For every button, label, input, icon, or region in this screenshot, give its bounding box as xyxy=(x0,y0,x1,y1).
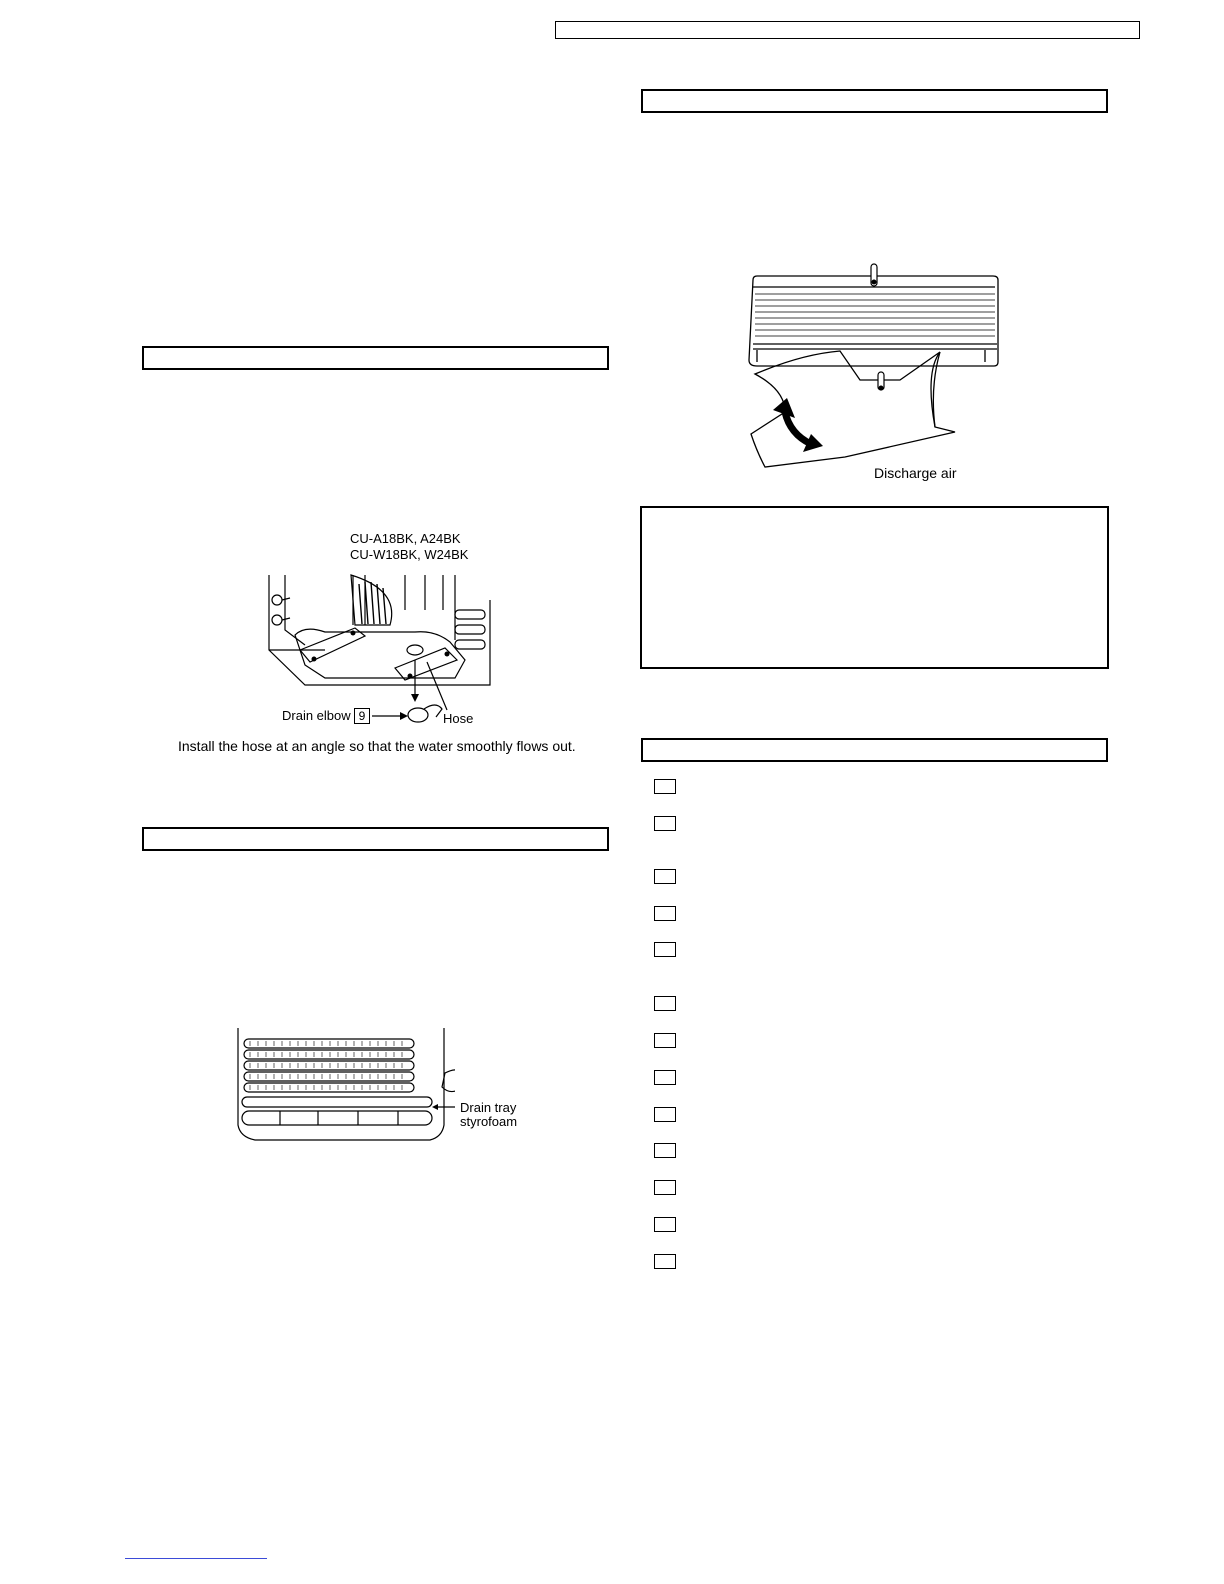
figure-model-line-1: CU-A18BK, A24BK xyxy=(350,531,461,546)
checklist-checkbox-11[interactable] xyxy=(654,1180,676,1195)
drain-elbow-ref-box: 9 xyxy=(354,708,370,724)
section-title-box-right-2 xyxy=(641,738,1108,762)
checklist-checkbox-7[interactable] xyxy=(654,1033,676,1048)
note-box xyxy=(640,506,1109,669)
checklist-checkbox-6[interactable] xyxy=(654,996,676,1011)
drain-elbow-label: Drain elbow xyxy=(282,708,351,723)
figure-model-line-2: CU-W18BK, W24BK xyxy=(350,547,469,562)
checklist-checkbox-12[interactable] xyxy=(654,1217,676,1232)
checklist-checkbox-4[interactable] xyxy=(654,906,676,921)
checklist-checkbox-13[interactable] xyxy=(654,1254,676,1269)
hose-pointer-line xyxy=(425,660,455,715)
hose-label: Hose xyxy=(443,711,474,726)
checklist-checkbox-10[interactable] xyxy=(654,1143,676,1158)
section-title-box-left-1 xyxy=(142,346,609,370)
checklist-checkbox-5[interactable] xyxy=(654,942,676,957)
section-title-box-right-1 xyxy=(641,89,1108,113)
drain-tray-diagram xyxy=(230,1025,455,1145)
discharge-air-label: Discharge air xyxy=(874,465,957,481)
checklist-checkbox-1[interactable] xyxy=(654,779,676,794)
checklist-checkbox-9[interactable] xyxy=(654,1107,676,1122)
footer-link-underline[interactable] xyxy=(125,1558,267,1559)
drain-elbow-caption: Install the hose at an angle so that the water smoothly flows out. xyxy=(178,738,576,754)
checklist-checkbox-3[interactable] xyxy=(654,869,676,884)
drain-tray-label-line-1: Drain tray xyxy=(460,1100,517,1115)
section-title-box-left-2 xyxy=(142,827,609,851)
drain-tray-label-line-2: styrofoam xyxy=(460,1114,518,1129)
drain-elbow-diagram xyxy=(265,570,505,710)
checklist-checkbox-8[interactable] xyxy=(654,1070,676,1085)
checklist-checkbox-2[interactable] xyxy=(654,816,676,831)
page-header-bar xyxy=(555,21,1140,39)
indoor-unit-diagram xyxy=(745,262,1005,477)
